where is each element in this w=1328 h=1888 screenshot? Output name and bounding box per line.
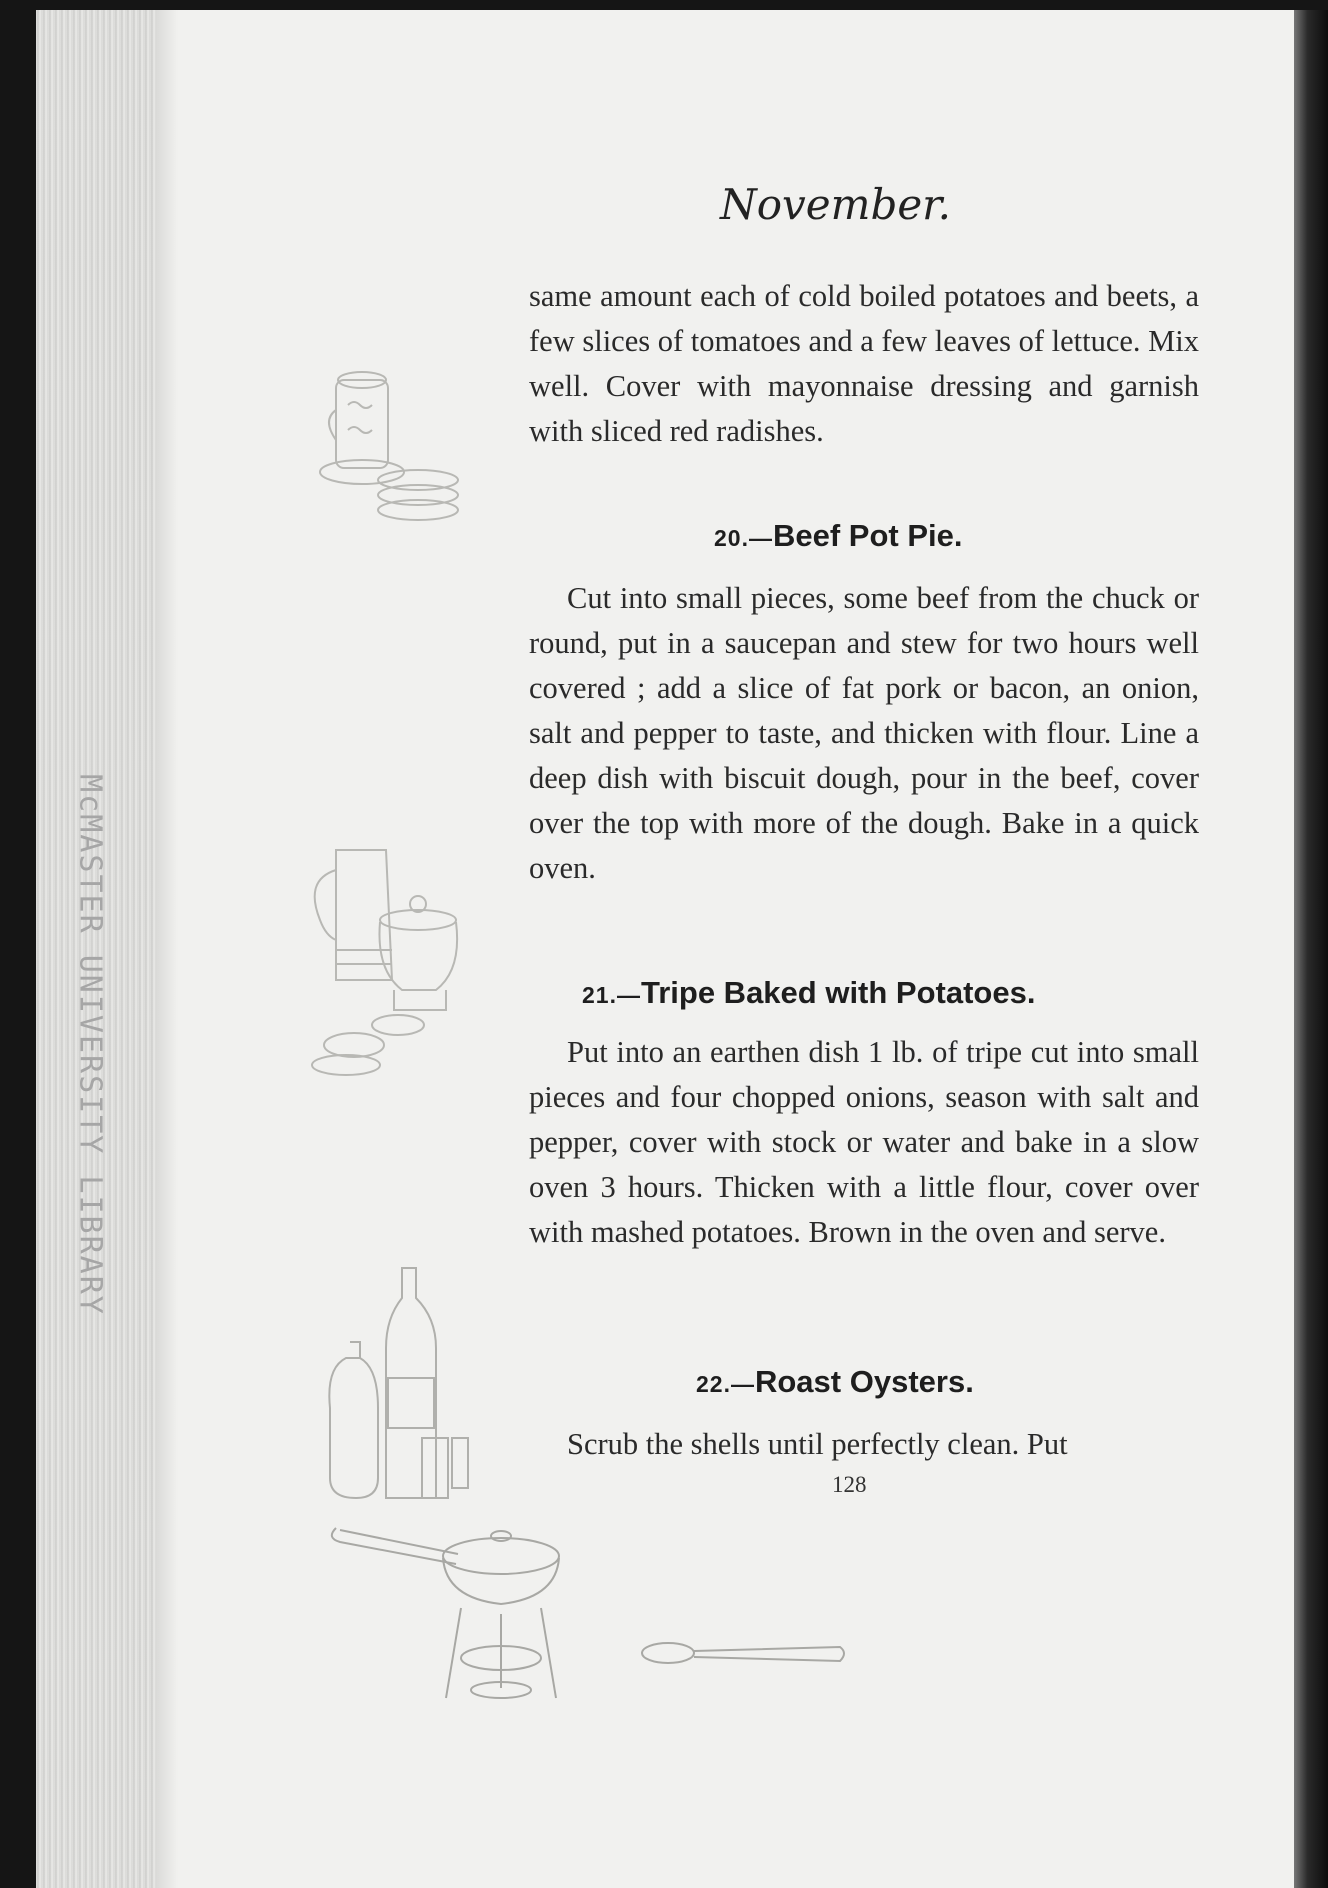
cup-and-plates-illustration (318, 360, 478, 535)
recipe-number: 20.— (714, 525, 773, 551)
recipe-title-20 (714, 518, 962, 554)
recipe-body-20: Cut into small pieces, some beef from the chuck or round, put in a saucepan and stew for two hours well covered ; add a slice of fat pork or bacon, an onion, salt and pepper to taste, and thicken with flour. Line a deep dish with biscuit dough, pour in the beef, cover over the top with more of the dough. Bake in a quick oven. (529, 581, 1199, 885)
page-number: 128 (832, 1472, 867, 1497)
bottles-and-cruets-illustration (316, 1258, 476, 1508)
page-gutter (156, 10, 178, 1888)
recipe-name: Tripe Baked with Potatoes. (640, 975, 1036, 1010)
recipe-title-21 (582, 975, 1035, 1011)
recipe-title-22 (696, 1364, 974, 1400)
recipe-name: Roast Oysters. (754, 1364, 974, 1399)
book-binding-edge (1294, 0, 1328, 1888)
chafing-dish-illustration (326, 1508, 566, 1718)
recipe-number: 22.— (696, 1371, 755, 1397)
intro-paragraph: same amount each of cold boiled potatoes and beets, a few slices of tomatoes and a few leaves of lettuce. Mix well. Cover with mayonnaise dressing and garnish with sliced red radishes. (529, 279, 1199, 448)
recipe-name: Beef Pot Pie. (772, 518, 963, 553)
spoon-illustration (640, 1635, 850, 1675)
recipe-body-22: Scrub the shells until perfectly clean. Put (567, 1427, 1068, 1461)
running-head: November. (720, 180, 951, 229)
recipe-number: 21.— (582, 982, 641, 1008)
scan-border (0, 0, 1328, 10)
recipe-body-21: Put into an earthen dish 1 lb. of tripe cut into small pieces and four chopped onions, season with salt and pepper, cover with stock or water and bake in a slow oven 3 hours. Thicken with a little flour, cover over with mashed potatoes. Brown in the oven and serve. (529, 1035, 1199, 1249)
library-stamp: McMASTER UNIVERSITY LIBRARY (72, 774, 108, 1316)
coffee-pot-illustration (306, 840, 496, 1100)
